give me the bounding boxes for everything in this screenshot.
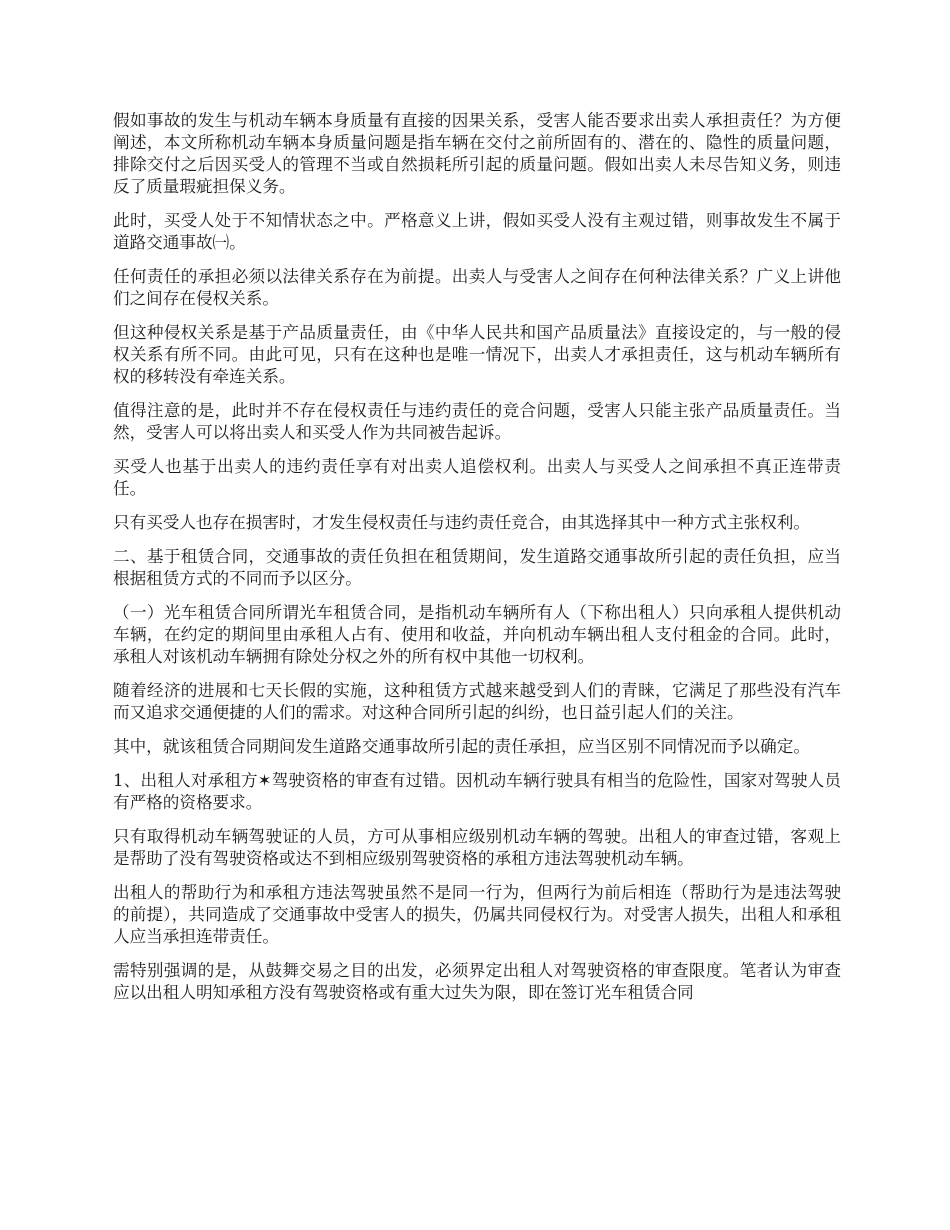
paragraph: 需特别强调的是，从鼓舞交易之目的出发，必须界定出租人对驾驶资格的审查限度。笔者认为审查应以出租人明知承租方没有驾驶资格或有重大过失为限，即在签订光车租赁合同 [113,961,841,1002]
paragraph: 二、基于租赁合同，交通事故的责任负担在租赁期间，发生道路交通事故所引起的责任负担，应当根据租赁方式的不同而予以区分。 [113,547,841,588]
paragraph: 随着经济的进展和七天长假的实施，这种租赁方式越来越受到人们的青睐，它满足了那些没有汽车而又追求交通便捷的人们的需求。对这种合同所引起的纠纷，也日益引起人们的关注。 [113,681,841,722]
paragraph: 出租人的帮助行为和承租方违法驾驶虽然不是同一行为，但两行为前后相连（帮助行为是违法驾驶的前提），共同造成了交通事故中受害人的损失，仍属共同侵权行为。对受害人损失，出租人和承租人应当承担连带责任。 [113,883,841,946]
paragraph: （一）光车租赁合同所谓光车租赁合同，是指机动车辆所有人（下称出租人）只向承租人提供机动车辆，在约定的期间里由承租人占有、使用和收益，并向机动车辆出租人支付租金的合同。此时，承租人对该机动车辆拥有除处分权之外的所有权中其他一切权利。 [113,603,841,666]
paragraph: 只有买受人也存在损害时，才发生侵权责任与违约责任竞合，由其选择其中一种方式主张权利。 [113,513,810,532]
paragraph: 任何责任的承担必须以法律关系存在为前提。出卖人与受害人之间存在何种法律关系？广义上讲他们之间存在侵权关系。 [113,267,841,308]
paragraph: 其中，就该租赁合同期间发生道路交通事故所引起的责任承担，应当区别不同情况而予以确定。 [113,737,810,756]
paragraph: 只有取得机动车辆驾驶证的人员，方可从事相应级别机动车辆的驾驶。出租人的审查过错，客观上是帮助了没有驾驶资格或达不到相应级别驾驶资格的承租方违法驾驶机动车辆。 [113,827,841,868]
paragraph: 但这种侵权关系是基于产品质量责任，由《中华人民共和国产品质量法》直接设定的，与一般的侵权关系有所不同。由此可见，只有在这种也是唯一情况下，出卖人才承担责任，这与机动车辆所有权的移转没有牵连关系。 [113,323,841,386]
document-body [113,110,841,1016]
paragraph: 1、出租人对承租方✶驾驶资格的审查有过错。因机动车辆行驶具有相当的危险性，国家对驾驶人员有严格的资格要求。 [113,771,841,812]
paragraph: 此时，买受人处于不知情状态之中。严格意义上讲，假如买受人没有主观过错，则事故发生不属于道路交通事故㈠。 [113,211,841,252]
paragraph: 假如事故的发生与机动车辆本身质量有直接的因果关系，受害人能否要求出卖人承担责任？为方便阐述，本文所称机动车辆本身质量问题是指车辆在交付之前所固有的、潜在的、隐性的质量问题，排除交付之后因买受人的管理不当或自然损耗所引起的质量问题。假如出卖人未尽告知义务，则违反了质量瑕疵担保义务。 [113,111,841,196]
paragraph: 值得注意的是，此时并不存在侵权责任与违约责任的竞合问题，受害人只能主张产品质量责任。当然，受害人可以将出卖人和买受人作为共同被告起诉。 [113,401,841,442]
paragraph: 买受人也基于出卖人的违约责任享有对出卖人追偿权利。出卖人与买受人之间承担不真正连带责任。 [113,457,841,498]
